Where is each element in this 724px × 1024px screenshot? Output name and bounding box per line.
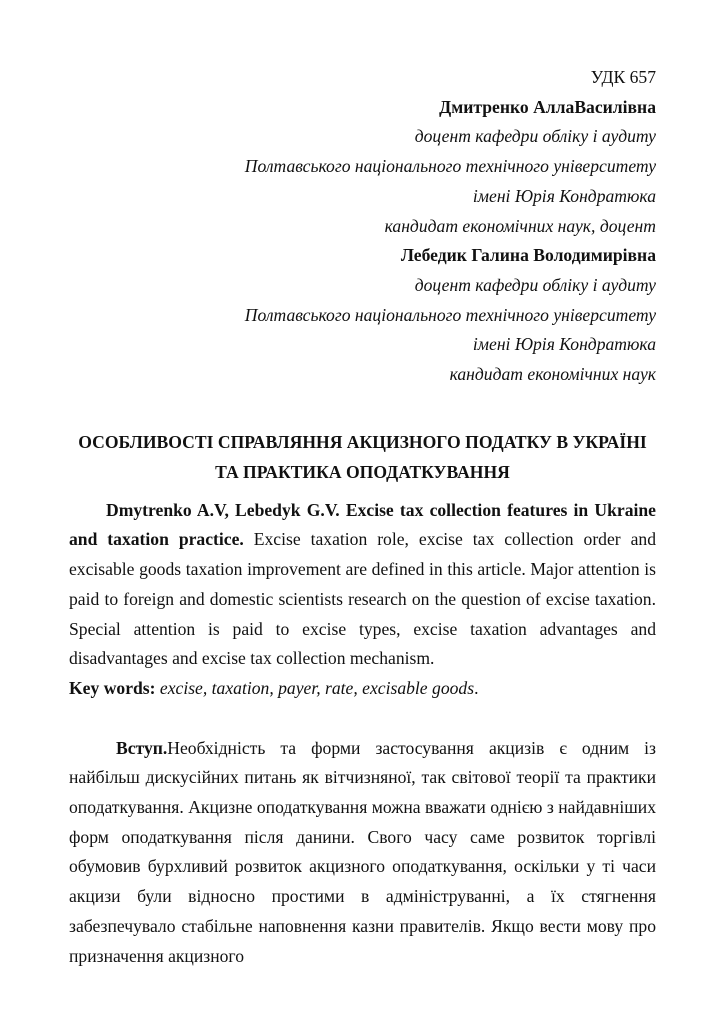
author-2-name: Лебедик Галина Володимирівна bbox=[400, 245, 656, 266]
author-2-university-name: імені Юрія Кондратюка bbox=[472, 334, 656, 355]
author-2-university: Полтавського національного технічного університету bbox=[244, 304, 656, 325]
paper-title-line-1: ОСОБЛИВОСТІ СПРАВЛЯННЯ АКЦИЗНОГО ПОДАТКУ В УКРАЇНІ bbox=[78, 431, 647, 452]
keywords-label: Key words: bbox=[69, 677, 156, 698]
author-1-degree: кандидат економічних наук, доцент bbox=[384, 215, 656, 236]
intro-label: Вступ. bbox=[116, 737, 168, 758]
author-1-university: Полтавського національного технічного університету bbox=[244, 156, 656, 177]
header-block bbox=[69, 63, 656, 390]
keywords-end: . bbox=[474, 677, 479, 698]
intro-text: Необхідність та форми застосування акцизів є одним із найбільш дискусійних питань як вітчизняної, так світової теорії та практики оподаткування. Акцизне оподаткування можна вважати однією з найдавніших форм оподаткування після данини. Свого часу саме розвиток торгівлі обумовив бурхливий розвиток акцизного оподаткування, оскільки у ті часи акцизи були відносно простими в адмініструванні, а їх стягнення забезпечувало стабільне наповнення казни правителів. Якщо вести мову про призначення акцизного bbox=[69, 737, 656, 966]
abstract-paragraph bbox=[69, 496, 656, 674]
document-page bbox=[69, 63, 656, 971]
author-1-position: доцент кафедри обліку і аудиту bbox=[414, 126, 656, 147]
keywords-line bbox=[69, 674, 656, 704]
udc-code: УДК 657 bbox=[590, 67, 656, 87]
paper-title bbox=[69, 427, 656, 487]
abstract-text: Excise taxation role, excise tax collection order and excisable goods taxation improvement are defined in this article. Major attention is paid to foreign and domestic scientists research on the question of excise taxation. Special attention is paid to excise types, excise taxation advantages and disadvantages and excise tax collection mechanism. bbox=[69, 529, 656, 669]
abstract-citation: Dmytrenko A.V, Lebedyk G.V. Excise tax collection features in Ukraine and taxation practice. bbox=[69, 499, 656, 550]
author-2-position: доцент кафедри обліку і аудиту bbox=[414, 274, 656, 295]
author-1-university-name: імені Юрія Кондратюка bbox=[472, 185, 656, 206]
intro-paragraph bbox=[69, 734, 656, 972]
paper-title-line-2: ТА ПРАКТИКА ОПОДАТКУВАННЯ bbox=[215, 461, 510, 482]
keywords-values: excise, taxation, payer, rate, excisable goods bbox=[155, 677, 475, 698]
author-1-name: Дмитренко АллаВасилівна bbox=[439, 96, 656, 117]
author-2-degree: кандидат економічних наук bbox=[449, 364, 656, 385]
